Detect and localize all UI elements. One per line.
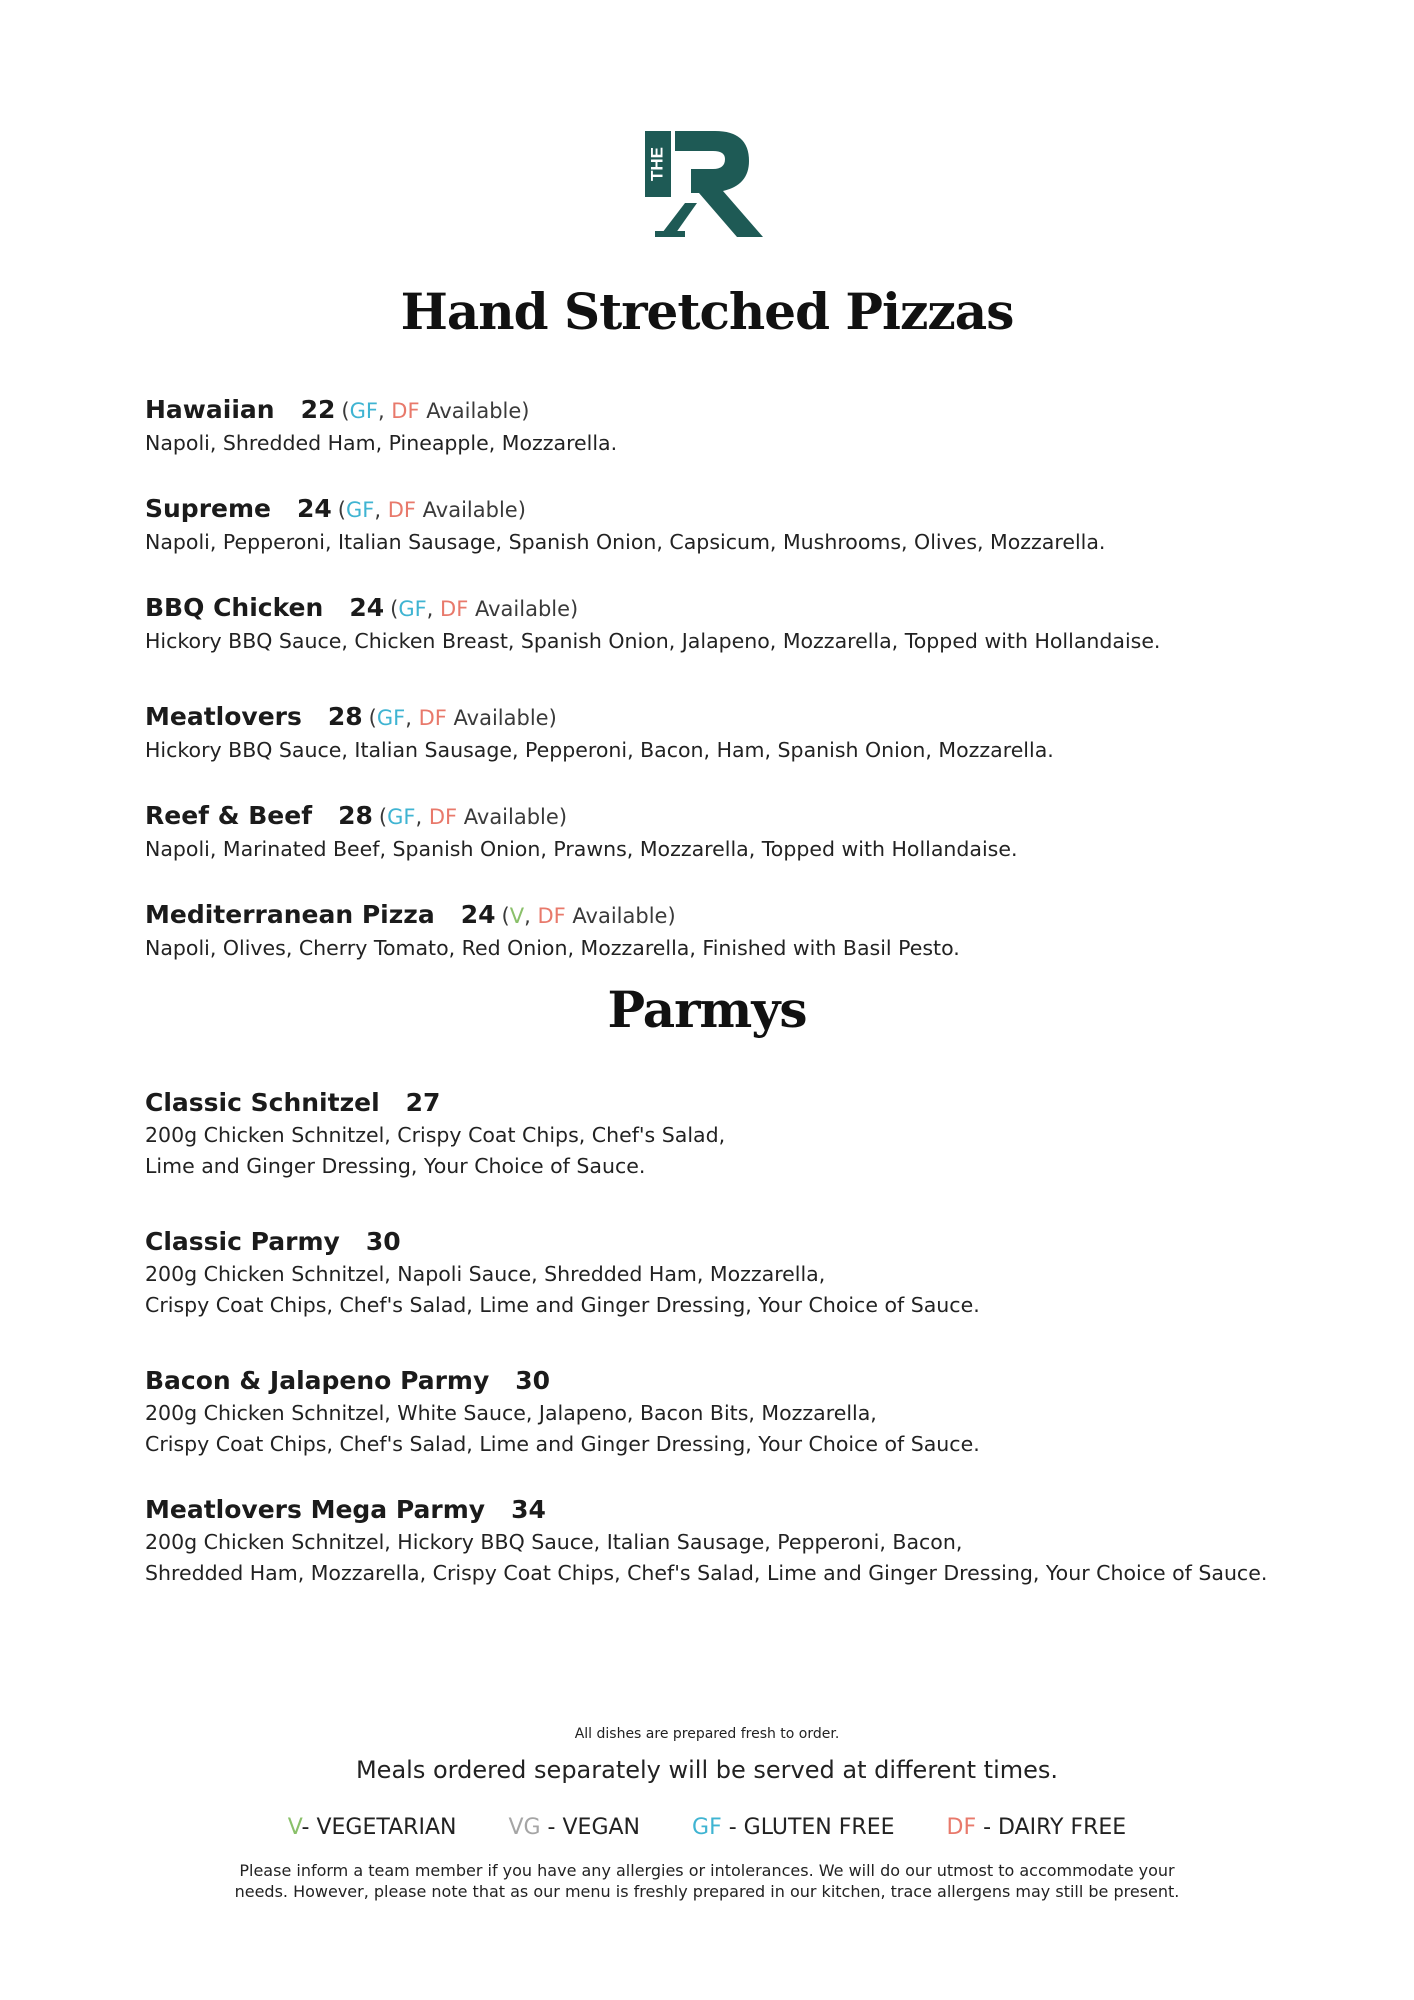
item-price: 28 — [327, 702, 363, 731]
item-header — [145, 898, 1345, 933]
item-name: BBQ Chicken — [145, 593, 324, 622]
item-name: Reef & Beef — [145, 801, 313, 830]
prepared-note: All dishes are prepared fresh to order. — [574, 1726, 840, 1742]
item-price: 30 — [365, 1227, 401, 1256]
item-description: Napoli, Marinated Beef, Spanish Onion, Prawns, Mozzarella, Topped with Hollandaise. — [145, 837, 1018, 861]
dietary-tag: GF — [387, 805, 416, 829]
menu-item — [145, 799, 1345, 865]
menu-item — [145, 492, 1345, 558]
item-header — [145, 1364, 1345, 1398]
item-name: Meatlovers Mega Parmy — [145, 1495, 486, 1524]
legend-label: VEGETARIAN — [316, 1815, 457, 1840]
item-name: Mediterranean Pizza — [145, 900, 435, 929]
dietary-tag: GF — [349, 399, 378, 423]
dietary-tag: DF — [428, 805, 458, 829]
legend-label: GLUTEN FREE — [743, 1815, 895, 1840]
item-name: Classic Parmy — [145, 1227, 340, 1256]
menu-item — [145, 898, 1345, 964]
legend-vegan — [508, 1815, 640, 1840]
parmys-title: Parmys — [607, 980, 807, 1039]
legend-gluten-free — [692, 1815, 894, 1840]
item-description: Lime and Ginger Dressing, Your Choice of Sauce. — [145, 1154, 646, 1178]
menu-item — [145, 1364, 1345, 1460]
item-header — [145, 393, 1345, 428]
legend-separator: - — [301, 1815, 317, 1840]
dietary-tag: V — [509, 904, 525, 928]
availability-note: (V, DF Available) — [501, 904, 676, 928]
pizzas-title: Hand Stretched Pizzas — [400, 282, 1014, 341]
item-description: 200g Chicken Schnitzel, Crispy Coat Chips, Chef's Salad, — [145, 1123, 726, 1147]
dietary-tag: GF — [398, 597, 427, 621]
item-header — [145, 1493, 1345, 1527]
availability-note: (GF, DF Available) — [378, 805, 568, 829]
available-label: Available — [426, 399, 522, 423]
item-price: 28 — [338, 801, 373, 830]
item-description: Napoli, Olives, Cherry Tomato, Red Onion, Mozzarella, Finished with Basil Pesto. — [145, 936, 960, 960]
item-name: Bacon & Jalapeno Parmy — [145, 1366, 490, 1395]
item-header — [145, 492, 1345, 527]
item-price: 24 — [349, 593, 385, 622]
legend-code: GF — [692, 1815, 722, 1840]
item-description: 200g Chicken Schnitzel, White Sauce, Jalapeno, Bacon Bits, Mozzarella, — [145, 1401, 877, 1425]
available-label: Available — [453, 706, 549, 730]
dietary-tag: DF — [387, 498, 416, 522]
item-name: Supreme — [145, 494, 271, 523]
dietary-tag: DF — [537, 904, 566, 928]
item-price: 22 — [300, 395, 336, 424]
item-description: Crispy Coat Chips, Chef's Salad, Lime and Ginger Dressing, Your Choice of Sauce. — [145, 1432, 980, 1456]
legend-label: DAIRY FREE — [998, 1815, 1127, 1840]
menu-item — [145, 700, 1345, 766]
legend-dairy-free — [947, 1815, 1127, 1840]
available-label: Available — [474, 597, 571, 621]
menu-item — [145, 393, 1345, 459]
item-name: Meatlovers — [145, 702, 302, 731]
item-price: 24 — [297, 494, 332, 523]
allergen-disclaimer — [0, 1860, 1414, 1902]
legend-label: VEGAN — [562, 1815, 641, 1840]
availability-note: (GF, DF Available) — [341, 399, 530, 423]
item-description: 200g Chicken Schnitzel, Hickory BBQ Sauce, Italian Sausage, Pepperoni, Bacon, — [145, 1530, 963, 1554]
menu-item — [145, 591, 1345, 657]
item-price: 34 — [511, 1495, 546, 1524]
menu-item — [145, 1493, 1345, 1589]
item-name: Hawaiian — [145, 395, 275, 424]
legend-separator: - — [976, 1815, 999, 1840]
dietary-tag: DF — [391, 399, 420, 423]
dietary-tag: GF — [346, 498, 375, 522]
item-header — [145, 591, 1345, 626]
item-description: Napoli, Shredded Ham, Pineapple, Mozzarella. — [145, 431, 618, 455]
available-label: Available — [572, 904, 668, 928]
available-label: Available — [422, 498, 518, 522]
item-description: Shredded Ham, Mozzarella, Crispy Coat Chips, Chef's Salad, Lime and Ginger Dressing, Your Choice of Sauce. — [145, 1561, 1268, 1585]
item-description: 200g Chicken Schnitzel, Napoli Sauce, Shredded Ham, Mozzarella, — [145, 1262, 826, 1286]
menu-item — [145, 1225, 1345, 1321]
disclaimer-line: Please inform a team member if you have any allergies or intolerances. We will do our utmost to accommodate your — [239, 1861, 1175, 1880]
legend-code: DF — [946, 1815, 977, 1840]
logo — [645, 131, 767, 239]
dietary-tag: DF — [418, 706, 447, 730]
legend-separator: - — [721, 1815, 744, 1840]
availability-note: (GF, DF Available) — [368, 706, 557, 730]
dietary-tag: DF — [440, 597, 469, 621]
legend-code: V — [287, 1815, 302, 1840]
item-description: Crispy Coat Chips, Chef's Salad, Lime and Ginger Dressing, Your Choice of Sauce. — [145, 1293, 980, 1317]
dietary-legend — [0, 1815, 1414, 1840]
item-header — [145, 1225, 1345, 1259]
item-name: Classic Schnitzel — [145, 1088, 380, 1117]
item-header — [145, 1086, 1345, 1120]
available-label: Available — [463, 805, 559, 829]
item-header — [145, 799, 1345, 834]
item-header — [145, 700, 1345, 735]
dietary-tag: GF — [376, 706, 406, 730]
legend-vegetarian — [288, 1815, 457, 1840]
availability-note: (GF, DF Available) — [390, 597, 579, 621]
item-price: 24 — [460, 900, 496, 929]
legend-separator: - — [540, 1815, 563, 1840]
item-price: 27 — [405, 1088, 441, 1117]
item-description: Hickory BBQ Sauce, Chicken Breast, Spanish Onion, Jalapeno, Mozzarella, Topped with Hollandaise. — [145, 629, 1161, 653]
logo-the-text: THE — [647, 147, 667, 181]
disclaimer-line: needs. However, please note that as our menu is freshly prepared in our kitchen, trace allergens may still be present. — [234, 1882, 1180, 1901]
item-description: Napoli, Pepperoni, Italian Sausage, Spanish Onion, Capsicum, Mushrooms, Olives, Mozzarella. — [145, 530, 1106, 554]
item-description: Hickory BBQ Sauce, Italian Sausage, Pepperoni, Bacon, Ham, Spanish Onion, Mozzarella. — [145, 738, 1054, 762]
menu-item — [145, 1086, 1345, 1182]
item-price: 30 — [515, 1366, 551, 1395]
served-note: Meals ordered separately will be served at different times. — [355, 1756, 1059, 1784]
legend-code: VG — [508, 1815, 541, 1840]
availability-note: (GF, DF Available) — [337, 498, 526, 522]
